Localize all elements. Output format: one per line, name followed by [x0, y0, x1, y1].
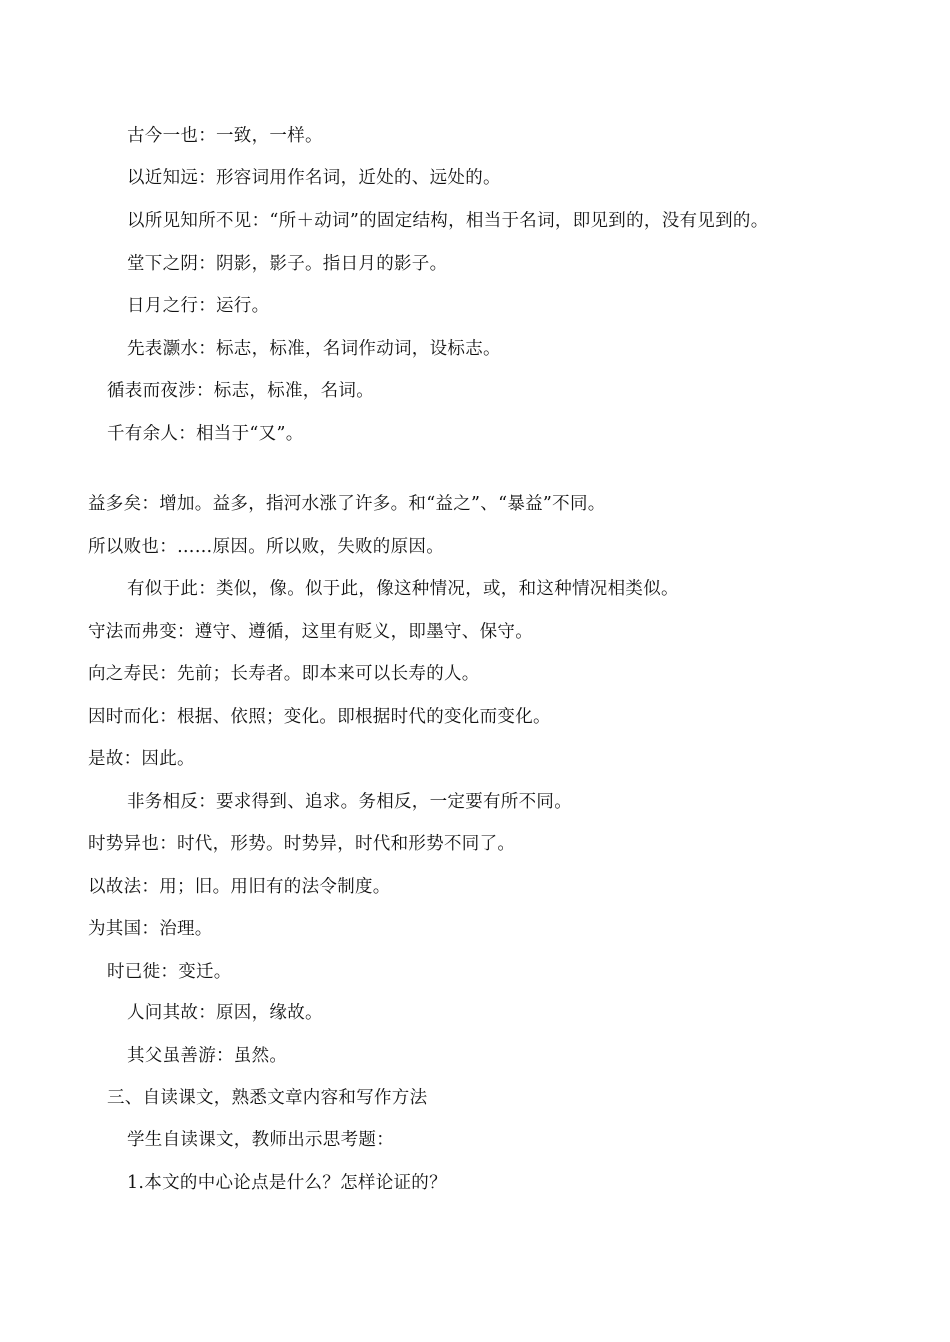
- gloss-line-gujin: 古今一也：一致，一样。: [127, 126, 323, 146]
- gloss-line-shishi: 时势异也：时代，形势。时势异，时代和形势不同了。: [88, 834, 516, 854]
- gloss-line-shiyixi: 时已徙：变迁。: [107, 962, 232, 982]
- gloss-line-yinshi: 因时而化：根据、依照；变化。即根据时代的变化而变化。: [88, 707, 551, 727]
- gloss-line-shoufa: 守法而弗变：遵守、遵循，这里有贬义，即墨守、保守。: [88, 622, 533, 642]
- gloss-line-qianyou: 千有余人：相当于“又”。: [107, 424, 304, 444]
- gloss-line-qifu: 其父虽善游：虽然。: [127, 1046, 288, 1066]
- gloss-line-yijin: 以近知远：形容词用作名词，近处的、远处的。: [127, 168, 501, 188]
- instruction-paragraph: 学生自读课文，教师出示思考题：: [127, 1130, 394, 1150]
- gloss-line-weiqiguo: 为其国：治理。: [88, 919, 213, 939]
- gloss-line-riyue: 日月之行：运行。: [127, 296, 270, 316]
- gloss-line-yiduo: 益多矣：增加。益多，指河水涨了许多。和“益之”、“暴益”不同。: [88, 494, 606, 514]
- gloss-line-suojian: 以所见知所不见：“所＋动词”的固定结构，相当于名词，即见到的，没有见到的。: [127, 211, 769, 231]
- gloss-line-suoyi: 所以败也：……原因。所以败，失败的原因。: [88, 537, 444, 557]
- gloss-line-shigu: 是故：因此。: [88, 749, 195, 769]
- section-heading-three: 三、自读课文，熟悉文章内容和写作方法: [107, 1088, 428, 1108]
- gloss-line-xiangzhi: 向之寿民：先前；长寿者。即本来可以长寿的人。: [88, 664, 480, 684]
- gloss-line-yousi: 有似于此：类似，像。似于此，像这种情况，或，和这种情况相类似。: [127, 579, 679, 599]
- gloss-line-renwen: 人问其故：原因，缘故。: [127, 1003, 323, 1023]
- gloss-line-yigufa: 以故法：用；旧。用旧有的法令制度。: [88, 877, 391, 897]
- question-item-1: 1.本文的中心论点是什么？怎样论证的？: [127, 1173, 447, 1193]
- gloss-line-tangxia: 堂下之阴：阴影，影子。指日月的影子。: [127, 254, 448, 274]
- gloss-line-xunbiao: 循表而夜涉：标志，标准，名词。: [107, 381, 374, 401]
- gloss-line-xianbiao: 先表灏水：标志，标准，名词作动词，设标志。: [127, 339, 501, 359]
- gloss-line-feiwu: 非务相反：要求得到、追求。务相反，一定要有所不同。: [127, 792, 572, 812]
